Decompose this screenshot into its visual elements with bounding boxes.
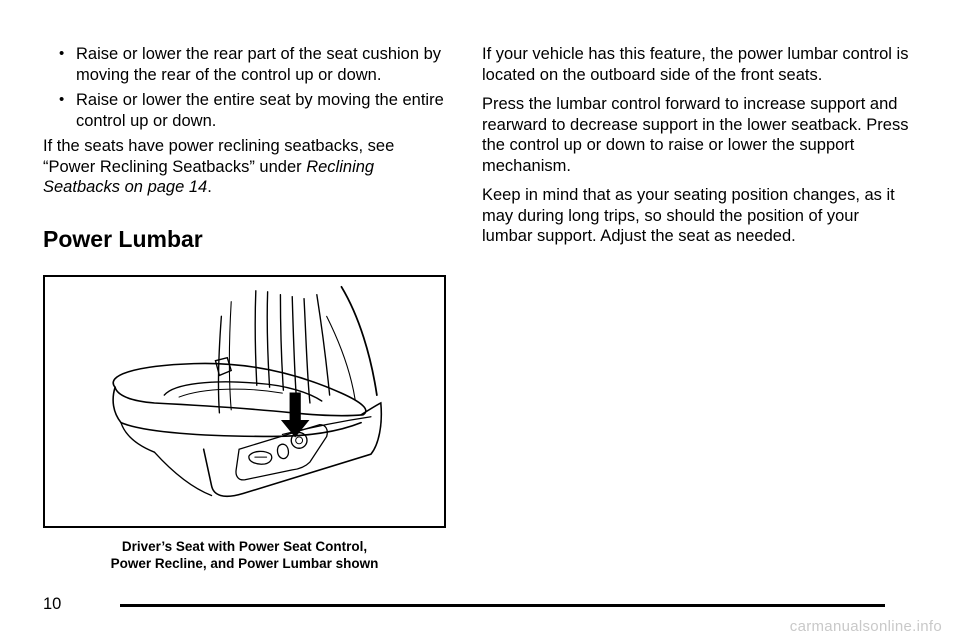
seat-illustration — [43, 275, 446, 528]
bullet-item — [43, 44, 448, 85]
paragraph: If your vehicle has this feature, the power lumbar control is located on the outboard side of the front seats. — [482, 45, 909, 84]
caption-line: Power Recline, and Power Lumbar shown — [110, 556, 379, 571]
footer-rule — [120, 604, 885, 607]
figure-caption — [43, 538, 446, 572]
paragraph: Keep in mind that as your seating position changes, as it may during long trips, so should the position of your lumbar support. Adjust the seat as needed. — [482, 186, 895, 245]
reclining-paragraph — [43, 136, 448, 198]
bullet-text: Raise or lower the entire seat by moving the entire control up or down. — [76, 91, 444, 130]
paragraph: Press the lumbar control forward to increase support and rearward to decrease support in the lower seatback. Press the control up or down to raise or lower the support mechanism. — [482, 95, 909, 175]
caption-line: Driver’s Seat with Power Seat Control, — [121, 539, 368, 554]
bullet-marker: • — [59, 45, 65, 62]
watermark: carmanualsonline.info — [789, 618, 942, 635]
left-column — [43, 44, 448, 253]
paragraph-text: If the seats have power reclining seatbacks, see “Power Reclining Seatbacks” under — [43, 137, 395, 176]
seat-drawing — [45, 277, 444, 526]
page-number: 10 — [43, 595, 62, 613]
paragraph-end: . — [207, 178, 212, 196]
right-column — [482, 44, 912, 256]
bullet-item — [43, 90, 448, 131]
cross-reference-link[interactable]: Reclining Seatbacks on page 14 — [43, 157, 375, 196]
bullet-text: Raise or lower the rear part of the seat cushion by moving the rear of the control up or down. — [76, 45, 442, 84]
section-heading: Power Lumbar — [43, 225, 203, 252]
bullet-marker: • — [59, 91, 65, 108]
